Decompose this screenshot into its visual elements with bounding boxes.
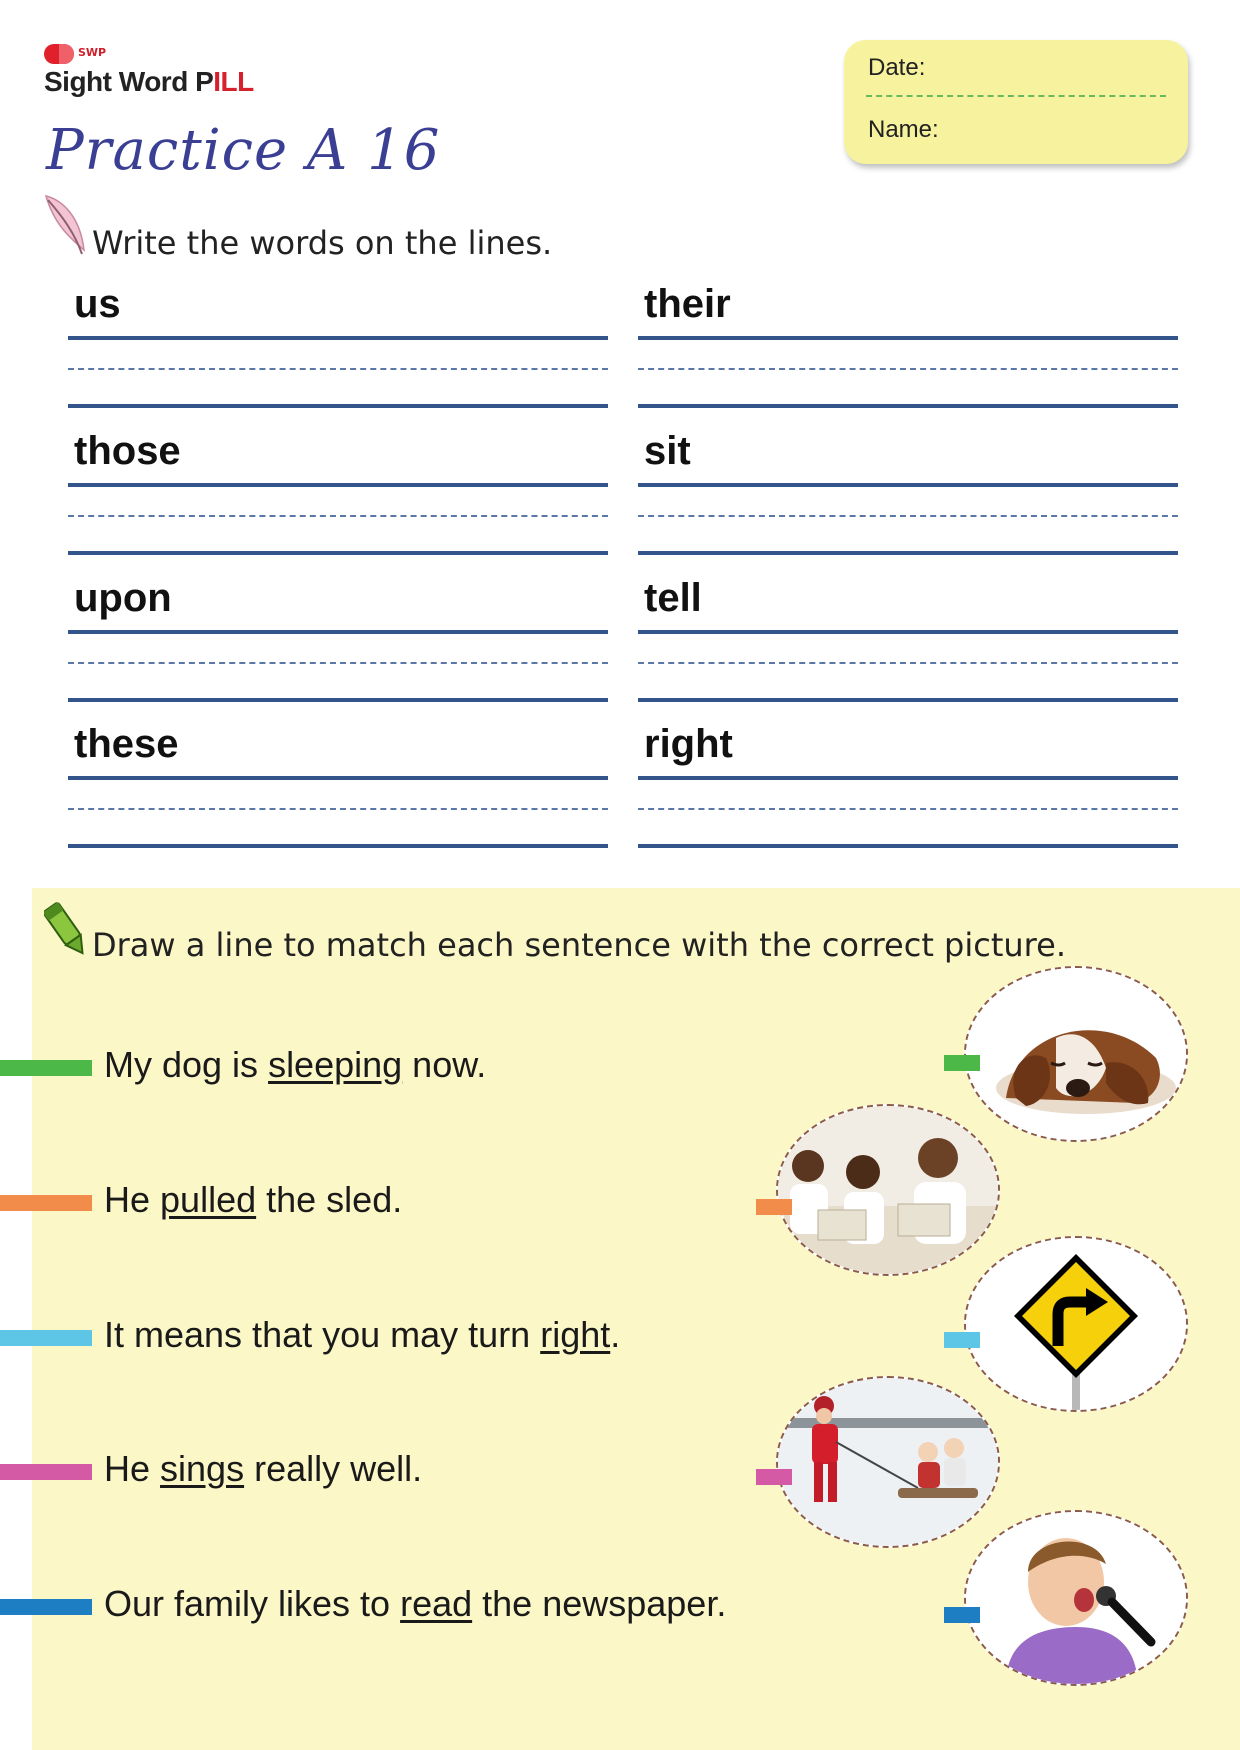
picture-color-bar[interactable] [756, 1469, 792, 1485]
picture-color-bar[interactable] [944, 1607, 980, 1623]
writing-line-mid[interactable] [68, 515, 608, 517]
writing-line-top[interactable] [68, 776, 608, 780]
word-row [68, 423, 608, 559]
underlined-word: pulled [160, 1179, 257, 1220]
boy-singing-icon[interactable] [964, 1510, 1188, 1686]
family-reading-icon[interactable] [776, 1104, 1000, 1276]
match-sentence: Our family likes to read the newspaper. [104, 1583, 727, 1624]
sentence-color-bar[interactable] [0, 1060, 92, 1076]
sentence-color-bar[interactable] [0, 1464, 92, 1480]
write-instruction: Write the words on the lines. [92, 224, 553, 262]
picture-color-bar[interactable] [756, 1199, 792, 1215]
writing-line-mid[interactable] [638, 808, 1178, 810]
underlined-word: sleeping [268, 1044, 403, 1085]
writing-line-mid[interactable] [68, 808, 608, 810]
right-turn-sign-icon[interactable] [964, 1236, 1188, 1412]
match-sentence: My dog is sleeping now. [104, 1044, 487, 1085]
writing-line-top[interactable] [68, 630, 608, 634]
sentence-color-bar[interactable] [0, 1330, 92, 1346]
sight-word: sit [644, 429, 691, 473]
underlined-word: read [400, 1583, 473, 1624]
writing-line-base[interactable] [68, 698, 608, 702]
sleeping-dog-icon[interactable] [964, 966, 1188, 1142]
writing-line-top[interactable] [638, 336, 1178, 340]
date-name-box [844, 40, 1188, 164]
word-row [638, 423, 1178, 559]
writing-line-mid[interactable] [638, 515, 1178, 517]
marker-icon [44, 898, 90, 964]
match-instruction: Draw a line to match each sentence with the correct picture. [92, 926, 1066, 964]
match-sentence: He pulled the sled. [104, 1179, 403, 1220]
word-row [68, 570, 608, 706]
word-row [638, 570, 1178, 706]
writing-line-base[interactable] [638, 404, 1178, 408]
sight-word: these [74, 722, 179, 766]
writing-line-top[interactable] [638, 776, 1178, 780]
date-line[interactable] [866, 95, 1166, 97]
writing-line-base[interactable] [638, 698, 1178, 702]
picture-color-bar[interactable] [944, 1055, 980, 1071]
page-title: Practice A 16 [46, 118, 441, 183]
writing-line-mid[interactable] [638, 368, 1178, 370]
writing-line-top[interactable] [68, 483, 608, 487]
writing-line-base[interactable] [68, 404, 608, 408]
date-label: Date: [868, 54, 926, 81]
sight-word: right [644, 722, 733, 766]
writing-line-base[interactable] [638, 844, 1178, 848]
word-row [638, 716, 1178, 852]
match-sentence: He sings really well. [104, 1448, 423, 1489]
logo-pill-icon [44, 44, 74, 64]
writing-line-top[interactable] [68, 336, 608, 340]
writing-line-mid[interactable] [68, 662, 608, 664]
sight-word: their [644, 282, 731, 326]
writing-line-top[interactable] [638, 483, 1178, 487]
writing-line-mid[interactable] [638, 662, 1178, 664]
match-sentence: It means that you may turn right. [104, 1314, 621, 1355]
writing-line-top[interactable] [638, 630, 1178, 634]
word-row [68, 716, 608, 852]
writing-line-base[interactable] [68, 551, 608, 555]
sight-word: us [74, 282, 121, 326]
logo-tag: SWP [78, 46, 107, 59]
underlined-word: right [540, 1314, 611, 1355]
underlined-word: sings [160, 1448, 245, 1489]
word-row [638, 276, 1178, 412]
writing-line-base[interactable] [638, 551, 1178, 555]
sight-word: upon [74, 576, 172, 620]
sight-word: those [74, 429, 181, 473]
sight-word: tell [644, 576, 702, 620]
sentence-color-bar[interactable] [0, 1599, 92, 1615]
writing-line-base[interactable] [68, 844, 608, 848]
feather-icon [40, 194, 90, 258]
sentence-color-bar[interactable] [0, 1195, 92, 1211]
name-label: Name: [868, 116, 939, 143]
writing-line-mid[interactable] [68, 368, 608, 370]
picture-color-bar[interactable] [944, 1332, 980, 1348]
word-row [68, 276, 608, 412]
logo-text: Sight Word PILL [44, 66, 254, 97]
sled-pulling-icon[interactable] [776, 1376, 1000, 1548]
